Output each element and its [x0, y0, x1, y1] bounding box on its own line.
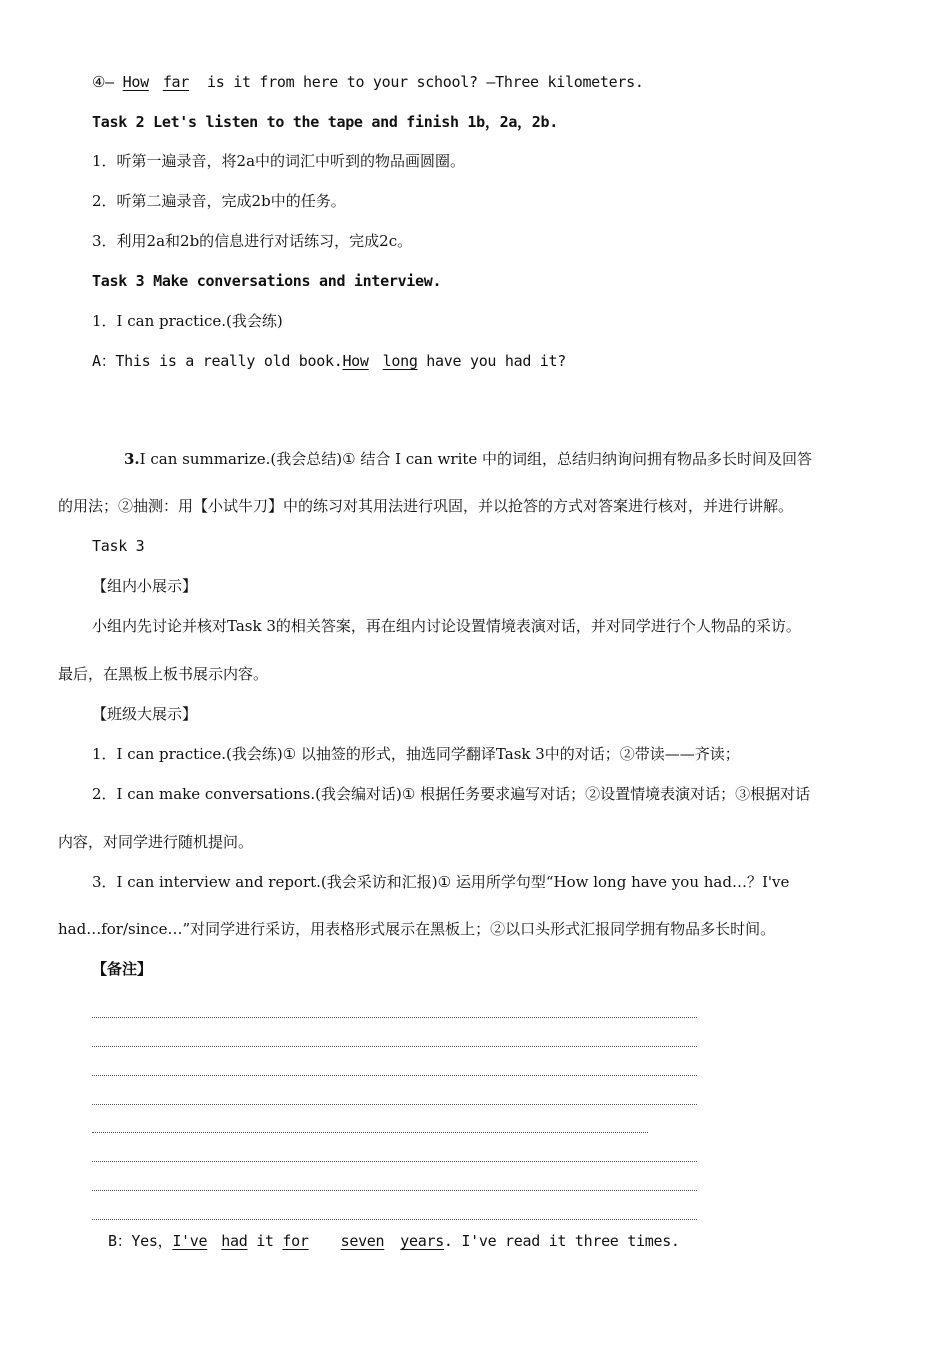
notes-title: 【备注】 [92, 960, 153, 978]
line-prefix: ④— [92, 73, 123, 91]
group-show-line-2: 最后，在黑板上板书展示内容。 [58, 665, 269, 683]
dialog-a-prefix: A：This is a really old book. [92, 352, 343, 370]
task2-title: Task 2 Let's listen to the tape and finish 1b，2a，2b. [92, 113, 558, 131]
note-line [92, 1219, 697, 1220]
task2-item-3: 3．利用2a和2b的信息进行对话练习，完成2c。 [92, 232, 413, 250]
answer-seven: seven [340, 1232, 385, 1250]
dialog-a-rest: have you had it? [417, 352, 567, 370]
dialog-b-prefix: B：Yes， [108, 1232, 173, 1250]
answer-for: for [282, 1232, 309, 1250]
class-show-title: 【班级大展示】 [92, 705, 198, 723]
class-show-item-2-cont: 内容，对同学进行随机提问。 [58, 833, 254, 851]
practice-label: 1．I can practice.(我会练) [92, 312, 283, 330]
summarize-num: 3. [124, 450, 140, 468]
note-line [92, 1075, 697, 1076]
note-line [92, 1132, 648, 1133]
task3-title: Task 3 Make conversations and interview. [92, 272, 442, 290]
answer-how: How [342, 352, 369, 370]
answer-ive: I've [172, 1232, 208, 1250]
dialog-b-rest: . I've read it three times. [443, 1232, 680, 1250]
note-line [92, 1161, 697, 1162]
class-show-item-1: 1．I can practice.(我会练)① 以抽签的形式，抽选同学翻译Task 3中的对话；②带读——齐读； [92, 745, 740, 763]
class-show-item-3-cont: had…for/since…”对同学进行采访，用表格形式展示在黑板上；②以口头形式汇报同学拥有物品多长时间。 [58, 920, 776, 938]
class-show-item-2: 2．I can make conversations.(我会编对话)① 根据任务要求遍写对话；②设置情境表演对话；③根据对话 [92, 785, 811, 803]
dialog-a [92, 351, 566, 371]
task2-item-2: 2．听第二遍录音，完成2b中的任务。 [92, 192, 346, 210]
summarize-line-1 [124, 449, 812, 469]
question-line [92, 72, 644, 92]
answer-long: long [382, 352, 418, 370]
group-show-line-1: 小组内先讨论并核对Task 3的相关答案，再在组内讨论设置情境表演对话，并对同学进行个人物品的采访。 [92, 617, 801, 635]
answer-far: far [162, 73, 190, 91]
dialog-b [108, 1231, 680, 1251]
answer-how: How [122, 73, 149, 91]
dialog-b-mid: it [247, 1232, 283, 1250]
summarize-text: I can summarize.(我会总结)① 结合 I can write 中的词组，总结归纳询问拥有物品多长时间及回答 [139, 450, 813, 468]
task3b-title: Task 3 [92, 537, 145, 555]
class-show-item-3: 3．I can interview and report.(我会采访和汇报)① 运用所学句型“How long have you had…？I've [92, 873, 790, 891]
line-rest: is it from here to your school? —Three kilometers. [207, 73, 644, 91]
note-line [92, 1104, 697, 1105]
summarize-line-2: 的用法；②抽测：用【小试牛刀】中的练习对其用法进行巩固，并以抢答的方式对答案进行核对，并进行讲解。 [58, 497, 794, 515]
task2-item-1: 1．听第一遍录音，将2a中的词汇中听到的物品画圆圈。 [92, 152, 466, 170]
note-line [92, 1190, 697, 1191]
answer-had: had [221, 1232, 248, 1250]
note-line [92, 1017, 697, 1018]
answer-years: years [400, 1232, 444, 1250]
group-show-title: 【组内小展示】 [92, 577, 198, 595]
note-line [92, 1046, 697, 1047]
